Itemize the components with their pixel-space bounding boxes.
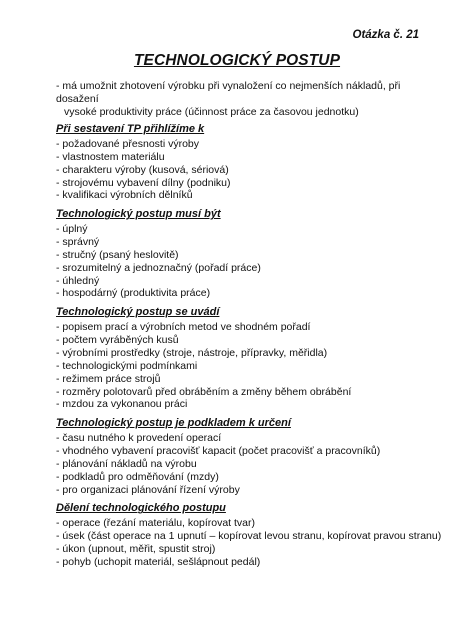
list-item: - úsek (část operace na 1 upnutí – kopírovat levou stranu, kopírovat pravou stranu) bbox=[56, 530, 442, 543]
page-title: TECHNOLOGICKÝ POSTUP bbox=[133, 52, 341, 69]
list-item: - popisem prací a výrobních metod ve shodném pořadí bbox=[56, 321, 311, 334]
list-item: - výrobními prostředky (stroje, nástroje, přípravky, měřidla) bbox=[56, 346, 328, 359]
list-item: - srozumitelný a jednoznačný (pořadí práce) bbox=[56, 261, 261, 274]
list-item: - úkon (upnout, měřit, spustit stroj) bbox=[56, 543, 216, 556]
document-content bbox=[56, 80, 442, 575]
intro-paragraph bbox=[56, 80, 426, 119]
list-item: - operace (řezání materiálu, kopírovat tvar) bbox=[56, 517, 255, 530]
item-list bbox=[56, 223, 426, 300]
intro-line: vysoké produktivity práce (účinnost práce za časovou jednotku) bbox=[64, 106, 359, 118]
intro-line: - má umožnit zhotovení výrobku při vynaložení co nejmenších nákladů, při dosažení bbox=[56, 80, 401, 105]
section-contents bbox=[56, 306, 426, 411]
list-item: - pro organizaci plánování řízení výroby bbox=[56, 483, 240, 496]
list-item: - hospodárný (produktivita práce) bbox=[56, 287, 211, 300]
list-item: - mzdou za vykonanou práci bbox=[56, 398, 188, 411]
section-heading: Technologický postup je podkladem k určení bbox=[56, 417, 291, 430]
list-item: - stručný (psaný heslovitě) bbox=[56, 248, 179, 261]
list-item: - pohyb (uchopit materiál, sešlápnout pedál) bbox=[56, 555, 261, 568]
section-heading: Technologický postup se uvádí bbox=[56, 306, 220, 319]
item-list bbox=[56, 432, 426, 496]
list-item: - kvalifikaci výrobních dělníků bbox=[56, 189, 193, 202]
section-heading: Při sestavení TP přihlížíme k bbox=[56, 123, 205, 135]
list-item: - času nutného k provedení operací bbox=[56, 432, 222, 445]
list-item: - vlastnostem materiálu bbox=[56, 150, 165, 163]
section-factors bbox=[56, 123, 426, 202]
list-item: - požadované přesnosti výroby bbox=[56, 138, 199, 150]
list-item: - vhodného vybavení pracovišť kapacit (počet pracovišť a pracovníků) bbox=[56, 445, 381, 458]
section-heading: Technologický postup musí být bbox=[56, 208, 221, 221]
list-item: - úhledný bbox=[56, 274, 100, 287]
section-requirements bbox=[56, 208, 426, 300]
list-item: - režimem práce strojů bbox=[56, 372, 161, 385]
item-list bbox=[56, 321, 426, 411]
item-list bbox=[56, 138, 426, 202]
section-heading: Dělení technologického postupu bbox=[56, 502, 226, 515]
question-number: Otázka č. 21 bbox=[352, 29, 419, 41]
list-item: - plánování nákladů na výrobu bbox=[56, 457, 197, 470]
list-item: - správný bbox=[56, 236, 100, 249]
list-item: - technologickými podmínkami bbox=[56, 359, 198, 372]
list-item: - počtem vyráběných kusů bbox=[56, 334, 179, 347]
list-item: - charakteru výroby (kusová, sériová) bbox=[56, 163, 229, 176]
list-item: - úplný bbox=[56, 223, 88, 236]
item-list bbox=[56, 517, 442, 568]
section-division bbox=[56, 502, 442, 568]
list-item: - rozměry polotovarů před obráběním a změny během obrábění bbox=[56, 385, 352, 398]
section-basis bbox=[56, 417, 426, 496]
list-item: - strojovému vybavení dílny (podniku) bbox=[56, 176, 231, 189]
list-item: - podkladů pro odměňování (mzdy) bbox=[56, 470, 219, 483]
